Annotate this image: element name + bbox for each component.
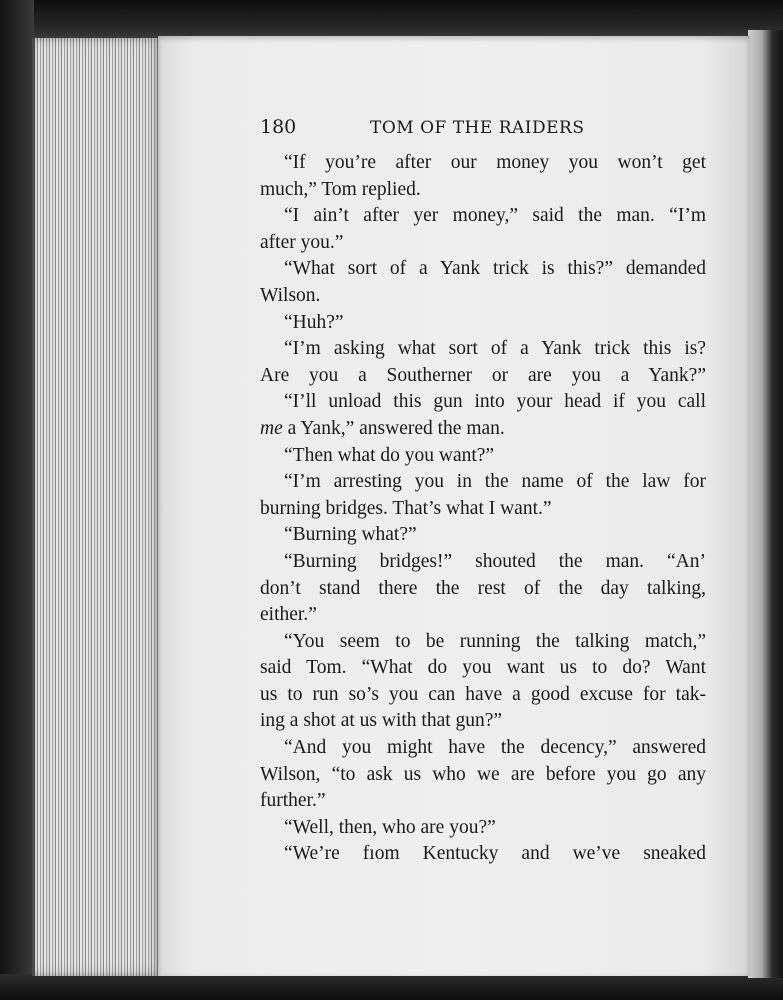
text-line: further.” — [260, 790, 326, 812]
text-line: “Well, then, who are you?” — [284, 816, 496, 838]
text-line: “If you’re after our money you won’t get — [284, 152, 706, 173]
page-text — [260, 150, 706, 868]
text-line: after you.” — [260, 231, 344, 253]
text-line: don’t stand there the rest of the day talking, — [260, 577, 706, 599]
text-line: “What sort of a Yank trick is this?” demanded — [284, 258, 706, 280]
text-line: “Burning what?” — [284, 524, 417, 546]
text-line: Are you a Southerner or are you a Yank?” — [260, 364, 706, 386]
text-line: “I’m arresting you in the name of the law for — [284, 471, 706, 493]
text-line: “And you might have the decency,” answered — [284, 737, 706, 759]
text-line — [260, 416, 706, 443]
text-line: “I’m asking what sort of a Yank trick this is? — [284, 338, 706, 360]
text-line: “Huh?” — [284, 311, 344, 333]
line-rest: a Yank,” answered the man. — [282, 417, 505, 439]
page-edges-stack — [32, 38, 163, 976]
running-head: TOM OF THE RAIDERS — [370, 118, 585, 138]
book-cover-bottom — [0, 974, 783, 1000]
text-line: ing a shot at us with that gun?” — [260, 710, 503, 732]
book-cover-spine — [0, 0, 34, 1000]
page-number: 180 — [260, 116, 297, 138]
text-line: burning bridges. That’s what I want.” — [260, 497, 552, 519]
page-header — [260, 116, 706, 144]
text-line: said Tom. “What do you want us to do? Want — [260, 657, 706, 679]
text-line: “We’re fıom Kentucky and we’ve sneaked — [284, 843, 706, 865]
text-line: Wilson. — [260, 284, 321, 306]
text-line: much,” Tom replied. — [260, 178, 421, 200]
text-line: Wilson, “to ask us who we are before you go any — [260, 763, 706, 785]
text-line: “Then what do you want?” — [284, 444, 495, 466]
text-line: us to run so’s you can have a good excuse for tak- — [260, 683, 706, 705]
text-line: either.” — [260, 604, 317, 626]
text-line: “You seem to be running the talking match,” — [284, 630, 706, 652]
text-line: “I ain’t after yer money,” said the man. “I’m — [284, 205, 706, 227]
book-cover-top — [0, 0, 783, 38]
page-gutter-shadow — [748, 30, 783, 978]
text-line: “Burning bridges!” shouted the man. “An’ — [284, 550, 706, 572]
italic-word: me — [260, 417, 283, 439]
text-line: “I’ll unload this gun into your head if you call — [284, 391, 706, 413]
